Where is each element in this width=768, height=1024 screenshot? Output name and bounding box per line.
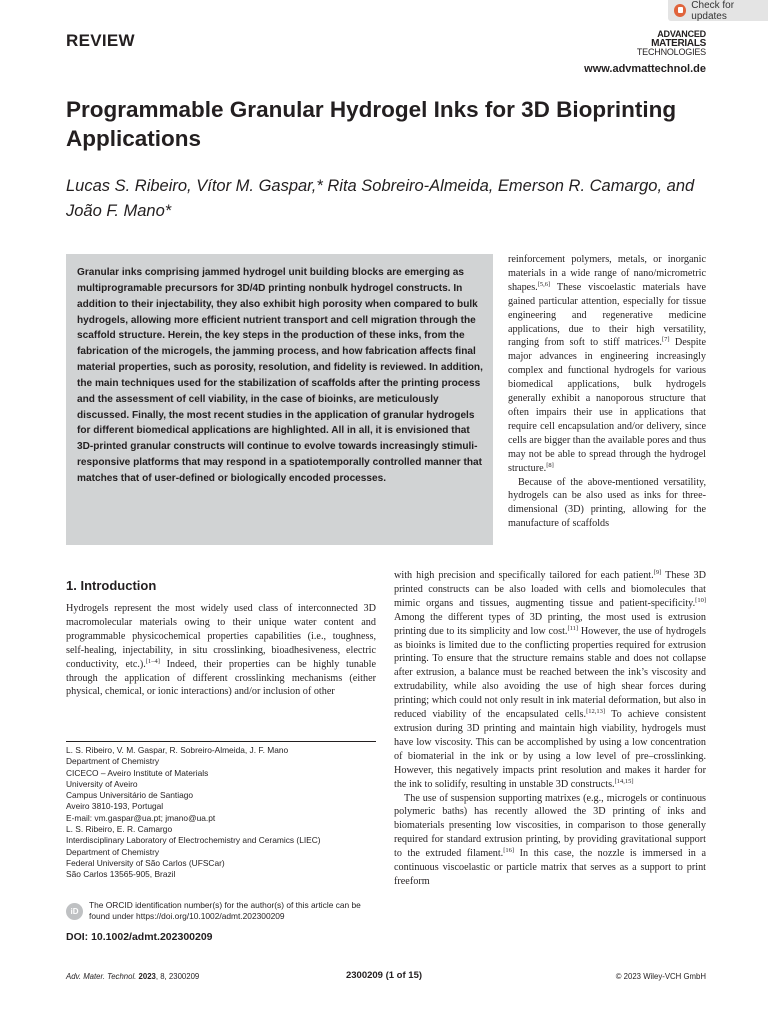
abstract-box: Granular inks comprising jammed hydrogel unit building blocks are emerging as multiprogramable precursors for 3D/4D printing nonbulk hydrogel constructs. In addition to their injectability, they also exhibit high porosity when compared to bulk hydrogels, allowing more efficient nutrient transport and cell migration through the scaffold structure. Herein, the key steps in the production of these inks, from the fabrication of the microgels, the jamming process, and how fabrication affects final material properties, such as porosity, resolution, and fidelity is reviewed. In addition, the main techniques used for the stabilization of scaffolds after the printing process and the assessment of cell viability, in the case of bioinks, are meticulously discussed. Finally, the most recent studies in the application of granular hydrogels for different biomedical applications are highlighted. All in all, it is envisioned that 3D-printed granular constructs will continue to evolve towards increasingly stimuli-responsive platforms that may respond in a spatiotemporally controlled manner that matches that of user-defined or biologically encoded processes.: [66, 254, 493, 545]
citation-ref[interactable]: [9]: [653, 569, 662, 576]
doi-link[interactable]: DOI: 10.1002/admt.202300209: [66, 931, 213, 943]
check-for-updates-icon: [674, 4, 686, 17]
affiliation-line: Interdisciplinary Laboratory of Electrochemistry and Ceramics (LIEC): [66, 835, 321, 846]
text-run: Indeed, their properties can be highly tunable through the application of different crosslinking mechanisms (either physical, chemical, or ionic interactions) and/or inclusion of other: [66, 658, 376, 698]
paragraph: Because of the above-mentioned versatility, hydrogels can be also used as inks for three-dimensional (3D) printing, allowing for the manufacture of scaffolds: [508, 476, 706, 530]
section-label: REVIEW: [66, 31, 135, 50]
affiliation-line: L. S. Ribeiro, V. M. Gaspar, R. Sobreiro-Almeida, J. F. Mano: [66, 745, 289, 755]
affiliation-line: University of Aveiro: [66, 778, 138, 789]
paragraph: [394, 569, 706, 792]
orcid-note: [66, 900, 376, 922]
affiliation-line: Aveiro 3810-193, Portugal: [66, 801, 164, 812]
journal-logo-line2: MATERIALS: [651, 38, 706, 49]
text-run: However, the use of hydrogels as bioinks is limited due to the conflicting properties required for extrusion printing. To ensure that the structure remains stable and does not collapse after extrusion, a balance must be reached between the ink’s viscosity and extrudability, while also avoiding the use of high shear forces during printing; which could not only result in ink material deformation, but also in reduced viability of the encapsulated cells.: [394, 625, 707, 721]
article-title: Programmable Granular Hydrogel Inks for 3D Bioprinting Applications: [66, 97, 677, 151]
orcid-icon: iD: [66, 903, 83, 920]
affiliation-line: Department of Chemistry: [66, 756, 160, 767]
footer-volume: , 8, 2300209: [155, 972, 200, 981]
citation-ref[interactable]: [8]: [546, 461, 554, 469]
affiliation-line: Federal University of São Carlos (UFSCar): [66, 857, 225, 868]
footer-page-number: 2300209 (1 of 15): [345, 970, 423, 981]
journal-logo-line3: TECHNOLOGIES: [636, 47, 706, 57]
text-run: Hydrogels represent the most widely used class of interconnected 3D macromolecular materials owing to their unique water content and programmable physicochemical properties capabilities (i.e., toughness, self-healing, injectability, in situ crosslinking, bioadhesiveness, electric conductivity, etc.).: [66, 603, 376, 670]
text-run: Despite major advances in engineering increasingly complex and functional hydrogels for various biomedical applications, bulk hydrogels generally exhibit a nanoporous structure that often impairs their use in applications that require cell encapsulation and/or delivery, since cells are bigger than the available pores and thus may not be able to spread through the hydrogel structure.: [508, 337, 707, 474]
affiliation-divider: [66, 741, 376, 742]
journal-logo-line1: ADVANCED: [657, 29, 706, 39]
citation-ref[interactable]: [5,6]: [537, 280, 551, 288]
affiliation-line: Department of Chemistry: [66, 846, 160, 857]
text-run: These 3D printed constructs can be also loaded with cells and biomolecules that mimic organs and tissues, augmenting tissue and patient-specificity.: [394, 570, 707, 609]
citation-ref[interactable]: [14,15]: [614, 777, 634, 785]
text-run: These viscoelastic materials have gained particular attention, especially for tissue engineering and regenerative medicine applications, due to their high versatility, ranging from soft to stiff matrices.: [508, 281, 706, 349]
citation-ref[interactable]: [7]: [661, 336, 670, 344]
paragraph: [508, 253, 706, 476]
paragraph: [394, 792, 706, 889]
affiliation-email[interactable]: E-mail: vm.gaspar@ua.pt; jmano@ua.pt: [66, 812, 216, 823]
orcid-text[interactable]: The ORCID identification number(s) for the author(s) of this article can be found under https://doi.org/10.1002/admt.202300209: [89, 900, 361, 921]
footer-year: 2023: [138, 972, 156, 981]
check-for-updates-label: Check for updates: [691, 0, 735, 22]
citation-ref[interactable]: [12,13]: [586, 708, 606, 716]
citation-ref[interactable]: [11]: [567, 624, 579, 632]
journal-url-link[interactable]: www.advmattechnol.de: [584, 63, 706, 75]
citation-ref[interactable]: [16]: [503, 847, 515, 855]
footer-copyright: © 2023 Wiley-VCH GmbH: [615, 972, 706, 981]
text-run: In this case, the nozzle is immersed in a continuous viscoelastic or particle matrix that serves as a support to print freeform: [394, 848, 706, 887]
paragraph: [66, 602, 376, 699]
author-list: Lucas S. Ribeiro, Vítor M. Gaspar,* Rita Sobreiro-Almeida, Emerson R. Camargo, and João F. Mano*: [66, 177, 695, 220]
section-heading: 1. Introduction: [66, 578, 157, 593]
text-run: Among the different types of 3D printing, the most used is extrusion printing due to its simplicity and low cost.: [394, 611, 706, 637]
text-run: reinforcement polymers, metals, or inorganic materials in a wide range of nano/micrometric shapes.: [508, 254, 706, 293]
right-column-upper: [508, 253, 706, 531]
text-run: To achieve consistent extrusion during 3D printing and maintain high viability, hydrogels must have low viscosity. This can be accomplished by using a low concentration of biomaterial in the ink or by using a low level of pre–crosslinking. However, this negatively impacts print resolution and makes it harder for the ink to solidify, resulting in unstable 3D constructs.: [394, 709, 706, 790]
affiliation-line: Campus Universitário de Santiago: [66, 790, 194, 801]
affiliations: [66, 745, 376, 881]
text-run: with high precision and specifically tailored for each patient.: [394, 570, 654, 581]
footer-citation: [66, 972, 199, 981]
right-column-lower: [394, 569, 706, 889]
affiliation-line: CICECO – Aveiro Institute of Materials: [66, 767, 209, 778]
check-for-updates-button[interactable]: [668, 0, 768, 21]
citation-ref[interactable]: [1–4]: [145, 657, 160, 665]
footer-journal: Adv. Mater. Technol.: [66, 972, 137, 981]
text-run: The use of suspension supporting matrixes (e.g., microgels or continuous polymeric baths) has recently allowed the 3D printing of inks and biomaterials presenting low viscosities, in comparison to those generally required for standard extrusion printing, by providing gravitational support to the extruded filament.: [394, 792, 706, 860]
journal-logo: [630, 30, 706, 57]
affiliation-line: L. S. Ribeiro, E. R. Camargo: [66, 824, 173, 835]
affiliation-line: São Carlos 13565-905, Brazil: [66, 869, 176, 880]
citation-ref[interactable]: [10]: [695, 596, 706, 604]
introduction-text: [66, 602, 376, 699]
